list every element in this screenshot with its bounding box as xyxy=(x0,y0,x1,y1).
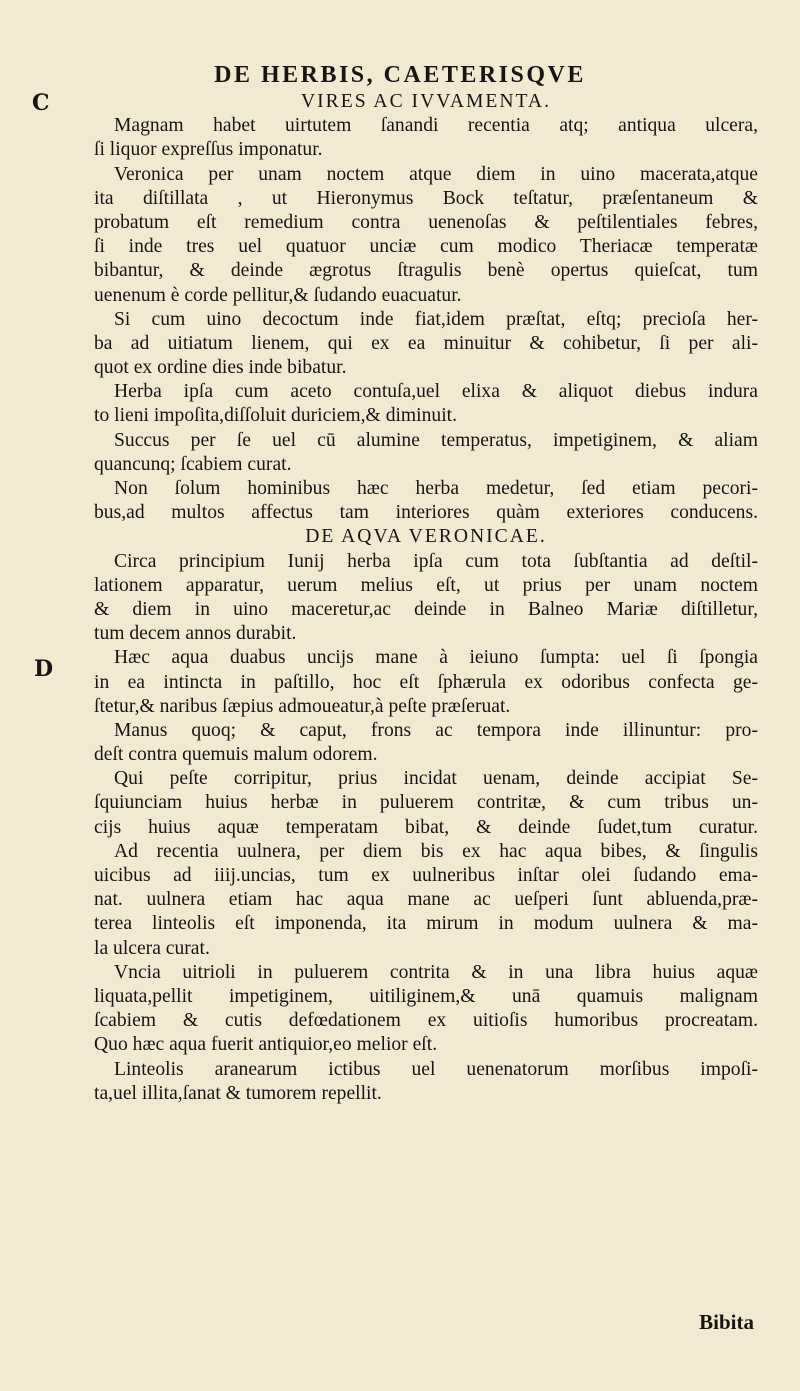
text-line: ſcabiem & cutis defœdationem ex uitioſis humoribus procreatam. xyxy=(94,1010,758,1032)
text-line: Magnam habet uirtutem ſanandi recentia atq; antiqua ulcera, xyxy=(114,115,758,137)
text-line: to lieni impoſita,diſſoluit duriciem,& diminuit. xyxy=(94,405,458,427)
text-line: Veronica per unam noctem atque diem in uino macerata,atque xyxy=(114,163,758,185)
running-head: DE HERBIS, CAETERISQVE xyxy=(214,62,586,88)
text-line: Linteolis aranearum ictibus uel uenenatorum morſibus impoſi- xyxy=(114,1058,758,1080)
section-heading: DE AQVA VERONICAE. xyxy=(305,526,547,548)
text-line: Herba ipſa cum aceto contuſa,uel elixa & aliquot diebus indura xyxy=(114,381,758,403)
text-line: cijs huius aquæ temperatam bibat, & deinde ſudet,tum curatur. xyxy=(94,816,758,838)
text-line: Non ſolum hominibus hæc herba medetur, ſed etiam pecori- xyxy=(114,478,758,499)
text-line: Vncia uitrioli in puluerem contrita & in una libra huius aquæ xyxy=(114,961,758,983)
text-line: tum decem annos durabit. xyxy=(94,623,297,645)
text-line: ſi inde tres uel quatuor unciæ cum modico Theriacæ temperatæ xyxy=(94,236,758,258)
text-line: uicibus ad iiij.uncias, tum ex uulneribus inſtar olei ſudando ema- xyxy=(94,865,758,886)
body-text xyxy=(94,90,758,1106)
text-line: ita diſtillata , ut Hieronymus Bock teſtatur, præſentaneum & xyxy=(94,187,758,209)
text-line: in ea intincta in paſtillo, hoc eſt ſphærula ex odoribus confecta ge- xyxy=(94,671,758,693)
section-heading: VIRES AC IVVAMENTA. xyxy=(301,91,551,112)
text-line: Succus per ſe uel cū alumine temperatus, impetiginem, & aliam xyxy=(114,429,758,451)
text-line: Si cum uino decoctum inde fiat,idem præſtat, eſtq; precioſa her- xyxy=(114,308,758,330)
text-line: quancunq; ſcabiem curat. xyxy=(94,453,292,475)
text-line: bus,ad multos affectus tam interiores quàm exteriores conducens. xyxy=(94,502,758,524)
text-line: Manus quoq; & caput, frons ac tempora inde illinuntur: pro- xyxy=(114,719,758,741)
text-line: ſquiunciam huius herbæ in puluerem contritæ, & cum tribus un- xyxy=(94,792,758,814)
text-line: quot ex ordine dies inde bibatur. xyxy=(94,357,347,379)
text-line: & diem in uino maceretur,ac deinde in Balneo Mariæ diſtilletur, xyxy=(94,598,758,620)
text-line: bibantur, & deinde ægrotus ſtragulis benè opertus quieſcat, tum xyxy=(94,260,758,282)
text-line: nat. uulnera etiam hac aqua mane ac ueſperi ſunt abluenda,præ- xyxy=(94,889,758,911)
text-line: Quo hæc aqua fuerit antiquior,eo melior eſt. xyxy=(94,1034,438,1056)
text-line: uenenum è corde pellitur,& ſudando euacuatur. xyxy=(94,284,462,306)
text-line: ta,uel illita,ſanat & tumorem repellit. xyxy=(94,1082,382,1104)
text-line: Hæc aqua duabus uncijs mane à ieiuno ſumpta: uel ſi ſpongia xyxy=(114,647,758,669)
margin-letter-d: D xyxy=(34,656,54,682)
text-line: ba ad uitiatum lienem, qui ex ea minuitur & cohibetur, ſi per ali- xyxy=(94,332,758,354)
text-line: ſi liquor expreſſus imponatur. xyxy=(94,139,323,161)
text-line: lationem apparatur, uerum melius eſt, ut prius per unam noctem xyxy=(94,574,758,596)
text-line: Qui peſte corripitur, prius incidat uenam, deinde accipiat Se- xyxy=(114,768,758,790)
margin-letter-c: C xyxy=(32,90,50,116)
text-line: deſt contra quemuis malum odorem. xyxy=(94,744,378,766)
text-line: probatum eſt remedium contra uenenoſas & peſtilentiales febres, xyxy=(94,211,758,233)
text-line: liquata,pellit impetiginem, uitiliginem,& unā quamuis malignam xyxy=(94,985,758,1007)
text-line: terea linteolis eſt imponenda, ita mirum in modum uulnera & ma- xyxy=(94,913,758,935)
text-line: Ad recentia uulnera, per diem bis ex hac aqua bibes, & ſingulis xyxy=(114,840,758,862)
text-line: la ulcera curat. xyxy=(94,937,210,959)
catchword: Bibita xyxy=(699,1310,754,1334)
text-line: ſtetur,& naribus ſæpius admoueatur,à peſte præſeruat. xyxy=(94,695,511,717)
text-line: Circa principium Iunij herba ipſa cum tota ſubſtantia ad deſtil- xyxy=(114,550,758,572)
